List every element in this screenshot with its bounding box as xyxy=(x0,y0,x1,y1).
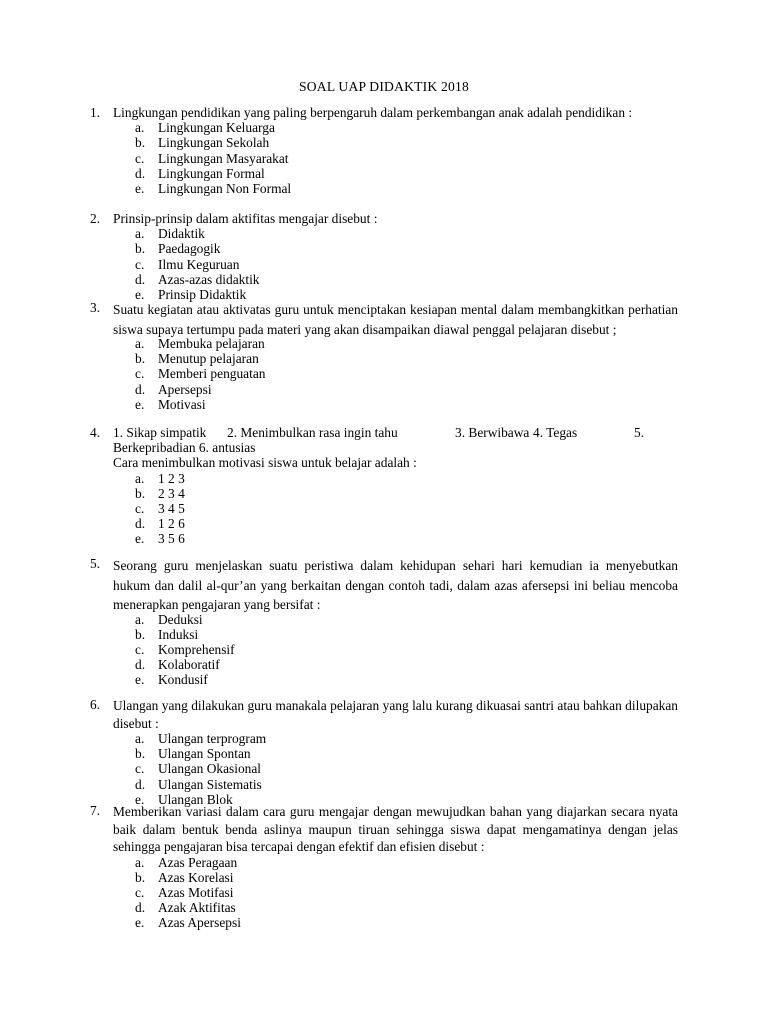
option-text: Ulangan Spontan xyxy=(158,746,251,762)
option-text: Azak Aktifitas xyxy=(158,900,236,916)
question-3 xyxy=(90,300,678,412)
option-list xyxy=(90,471,678,547)
option-e xyxy=(90,531,678,546)
option-e xyxy=(90,672,678,687)
option-list xyxy=(90,855,678,931)
option-text: Ulangan terprogram xyxy=(158,731,267,746)
option-e xyxy=(90,915,678,930)
option-letter: c. xyxy=(135,641,145,657)
option-text: Azas Motifasi xyxy=(158,884,234,900)
option-letter: a. xyxy=(135,120,145,136)
option-letter: b. xyxy=(135,746,146,762)
option-text: Motivasi xyxy=(158,396,206,412)
option-letter: d. xyxy=(135,776,146,792)
option-d xyxy=(90,382,678,397)
option-d xyxy=(90,900,678,915)
option-text: Deduksi xyxy=(158,611,203,627)
option-list xyxy=(90,731,678,807)
option-text: Azas Peragaan xyxy=(158,854,238,870)
question-text: Ulangan yang dilakukan guru manakala pelajaran yang lalu kurang dikuasai santri atau bahkan dilupakan disebut : xyxy=(113,698,678,731)
option-letter: a. xyxy=(135,731,145,746)
option-text: Ulangan Okasional xyxy=(158,761,262,777)
question-2 xyxy=(90,211,678,302)
option-letter: c. xyxy=(135,884,145,900)
option-d xyxy=(90,166,678,181)
option-text: Menutup pelajaran xyxy=(158,351,259,367)
option-list xyxy=(90,120,678,196)
option-letter: c. xyxy=(135,366,145,382)
option-text: Memberi penguatan xyxy=(158,366,266,382)
option-d xyxy=(90,516,678,531)
option-a xyxy=(90,471,678,486)
option-text: Azas Korelasi xyxy=(158,869,234,885)
option-letter: d. xyxy=(135,516,146,532)
statement-4: 4. Tegas xyxy=(533,425,578,440)
option-a xyxy=(90,120,678,135)
option-d xyxy=(90,272,678,287)
option-letter: a. xyxy=(135,336,145,351)
option-letter: a. xyxy=(135,226,145,242)
option-letter: e. xyxy=(135,791,145,807)
option-letter: c. xyxy=(135,500,145,516)
question-4 xyxy=(90,425,678,547)
option-text: Kondusif xyxy=(158,672,208,688)
question-1 xyxy=(90,105,678,196)
question-5 xyxy=(90,556,678,687)
option-c xyxy=(90,761,678,776)
option-text: Ulangan Sistematis xyxy=(158,776,262,792)
document-title: SOAL UAP DIDAKTIK 2018 xyxy=(299,79,469,94)
option-text: 3 5 6 xyxy=(158,531,185,547)
option-letter: a. xyxy=(135,611,145,627)
statement-5-number: 5. xyxy=(634,425,645,440)
option-a xyxy=(90,855,678,870)
option-a xyxy=(90,731,678,746)
statement-continued xyxy=(113,440,678,455)
question-number: 5. xyxy=(90,556,101,571)
option-b xyxy=(90,746,678,761)
question-text: Suatu kegiatan atau aktivatas guru untuk menciptakan kesiapan mental dalam membangkitkan perhatian siswa supaya tertumpu pada materi yang akan disampaikan diawal penggal pelajaran disebut ; xyxy=(113,302,678,337)
option-letter: c. xyxy=(135,761,145,777)
option-c xyxy=(90,885,678,900)
option-d xyxy=(90,777,678,792)
option-text: Lingkungan Masyarakat xyxy=(158,150,289,166)
option-b xyxy=(90,627,678,642)
option-letter: e. xyxy=(135,180,145,196)
option-text: Komprehensif xyxy=(158,641,235,657)
option-letter: d. xyxy=(135,900,146,916)
question-number: 6. xyxy=(90,697,101,712)
option-letter: b. xyxy=(135,351,146,367)
question-text: Cara menimbulkan motivasi siswa untuk belajar adalah : xyxy=(113,455,417,471)
question-number: 3. xyxy=(90,300,101,315)
question-text: Lingkungan pendidikan yang paling berpengaruh dalam perkembangan anak adalah pendidikan : xyxy=(113,105,633,120)
option-letter: e. xyxy=(135,672,145,688)
question-number: 4. xyxy=(90,425,101,440)
option-c xyxy=(90,366,678,381)
option-e xyxy=(90,397,678,412)
option-b xyxy=(90,870,678,885)
option-letter: e. xyxy=(135,286,145,302)
option-letter: b. xyxy=(135,485,146,501)
option-letter: d. xyxy=(135,657,146,673)
question-7 xyxy=(90,803,678,930)
option-list xyxy=(90,226,678,302)
statement-3: 3. Berwibawa xyxy=(455,425,530,440)
option-b xyxy=(90,351,678,366)
option-text: Apersepsi xyxy=(158,381,212,397)
option-text: Ulangan Blok xyxy=(158,791,233,807)
option-letter: b. xyxy=(135,626,146,642)
option-b xyxy=(90,486,678,501)
question-text: Memberikan variasi dalam cara guru mengajar dengan mewujudkan bahan yang diajarkan secara nyata baik dalam bentuk benda aslinya maupun tiruan sehingga siswa dapat mengamatinya dengan jelas sehingga pengajaran bisa tercapai dengan efektif dan efisien disebut : xyxy=(113,804,678,854)
question-6 xyxy=(90,697,678,807)
statement-list xyxy=(113,425,678,440)
option-text: Lingkungan Non Formal xyxy=(158,180,292,196)
option-text: Lingkungan Formal xyxy=(158,165,265,181)
option-letter: d. xyxy=(135,165,146,181)
option-text: 1 2 3 xyxy=(158,470,185,486)
question-text: Prinsip-prinsip dalam aktifitas mengajar disebut : xyxy=(113,211,378,226)
option-text: Kolaboratif xyxy=(158,657,220,673)
question-text: Seorang guru menjelaskan suatu peristiwa dalam kehidupan sehari hari kemudian ia menyebutkan hukum dan dalil al-qur’an yang berkaitan dengan contoh tadi, dalam azas afersepsi ini beliau mencoba menerapkan pengajaran yang bersifat : xyxy=(113,558,678,612)
option-letter: a. xyxy=(135,470,145,486)
option-a xyxy=(90,336,678,351)
option-c xyxy=(90,501,678,516)
option-letter: d. xyxy=(135,381,146,397)
option-text: Ilmu Keguruan xyxy=(158,256,240,272)
option-b xyxy=(90,241,678,256)
option-text: Didaktik xyxy=(158,226,205,242)
option-text: 2 3 4 xyxy=(158,485,185,501)
option-text: Lingkungan Keluarga xyxy=(158,120,275,136)
option-letter: e. xyxy=(135,915,145,931)
option-e xyxy=(90,181,678,196)
option-list xyxy=(90,612,678,688)
option-a xyxy=(90,612,678,627)
statement-5-6: Berkepribadian 6. antusias xyxy=(113,440,256,456)
option-text: Prinsip Didaktik xyxy=(158,286,247,302)
option-letter: c. xyxy=(135,256,145,272)
option-letter: d. xyxy=(135,271,146,287)
option-letter: b. xyxy=(135,869,146,885)
option-letter: b. xyxy=(135,135,146,151)
option-text: Induksi xyxy=(158,626,199,642)
option-letter: b. xyxy=(135,241,146,257)
option-c xyxy=(90,257,678,272)
option-text: Membuka pelajaran xyxy=(158,336,265,351)
question-number: 2. xyxy=(90,211,101,226)
option-text: Azas-azas didaktik xyxy=(158,271,260,287)
option-c xyxy=(90,642,678,657)
option-b xyxy=(90,135,678,150)
option-text: 3 4 5 xyxy=(158,500,185,516)
option-a xyxy=(90,226,678,241)
option-letter: a. xyxy=(135,854,145,870)
option-letter: e. xyxy=(135,396,145,412)
option-text: Paedagogik xyxy=(158,241,221,257)
option-d xyxy=(90,657,678,672)
option-text: Lingkungan Sekolah xyxy=(158,135,270,151)
option-letter: e. xyxy=(135,531,145,547)
option-c xyxy=(90,151,678,166)
statement-1: 1. Sikap simpatik xyxy=(113,425,207,440)
option-letter: c. xyxy=(135,150,145,166)
option-text: Azas Apersepsi xyxy=(158,915,241,931)
statement-2: 2. Menimbulkan rasa ingin tahu xyxy=(227,425,398,440)
option-list xyxy=(90,336,678,412)
option-text: 1 2 6 xyxy=(158,516,185,532)
question-number: 1. xyxy=(90,105,101,120)
question-number: 7. xyxy=(90,803,101,818)
